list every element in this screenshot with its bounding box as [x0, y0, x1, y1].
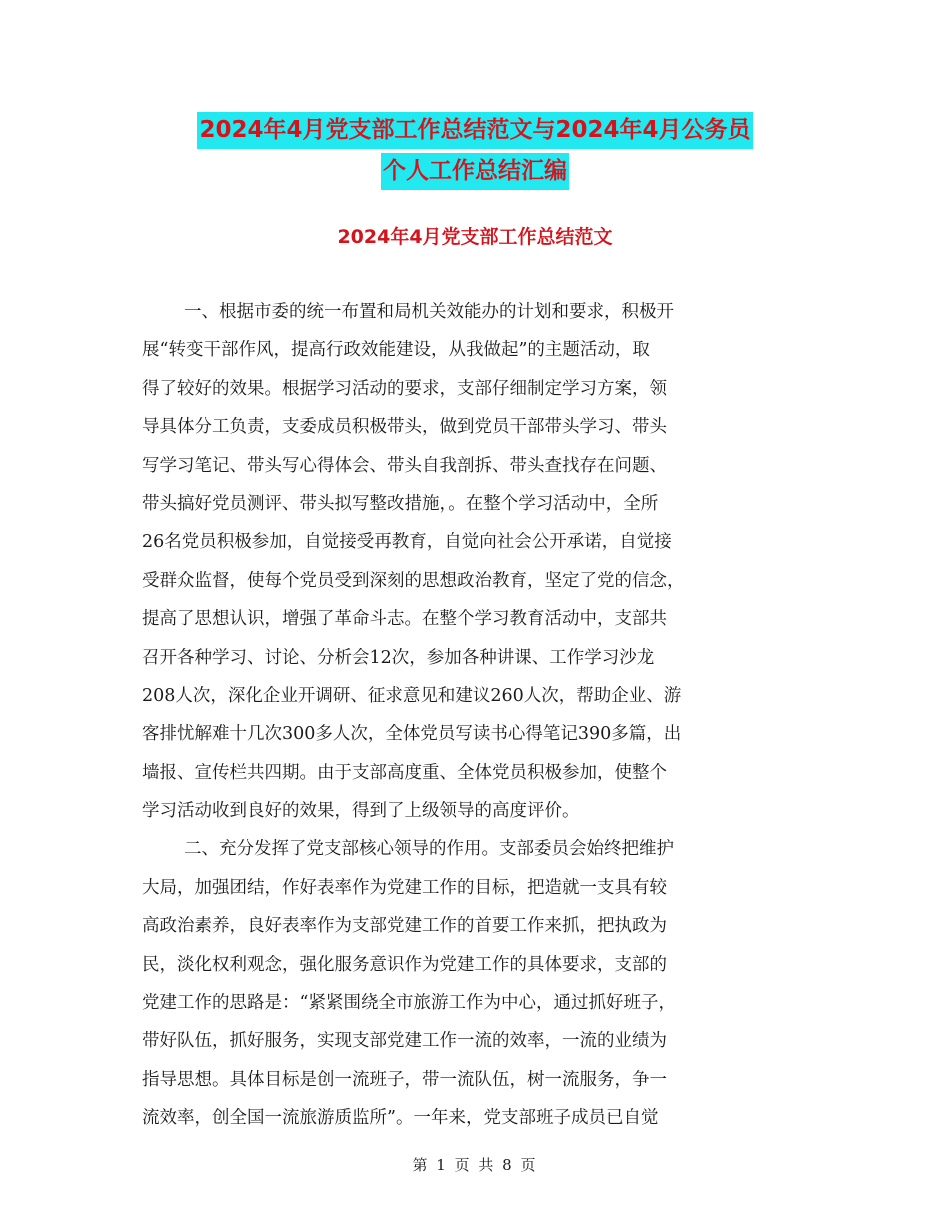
text-line: 民，淡化权利观念，强化服务意识作为党建工作的具体要求，支部的: [142, 954, 667, 975]
body-text: [142, 293, 810, 1138]
title-line-2: 个人工作总结汇编: [381, 153, 569, 190]
text-line: 召开各种学习、讨论、分析会12次，参加各种讲课、工作学习沙龙: [142, 647, 655, 668]
text-line: 二、充分发挥了党支部核心领导的作用。支部委员会始终把维护: [184, 839, 674, 860]
page-footer: 第 1 页 共 8 页: [412, 1156, 538, 1174]
text-line: 得了较好的效果。根据学习活动的要求，支部仔细制定学习方案，领: [142, 378, 667, 399]
text-line: 写学习笔记、带头写心得体会、带头自我剖拆、带头查找存在问题、: [142, 455, 667, 476]
text-line: 流效率，创全国一流旅游质监所”。一年来，党支部班子成员已自觉: [142, 1108, 659, 1129]
text-line: 指导思想。具体目标是创一流班子，带一流队伍，树一流服务，争一: [142, 1069, 667, 1090]
text-line: 墙报、宣传栏共四期。由于支部高度重、全体党员积极参加，使整个: [142, 762, 667, 783]
text-line: 展“转变干部作风，提高行政效能建设，从我做起”的主题活动，取: [142, 340, 650, 361]
text-line: 高政治素养，良好表率作为支部党建工作的首要工作来抓，把执政为: [142, 916, 667, 937]
text-line: 带头搞好党员测评、带头拟写整改措施，。在整个学习活动中，全所: [142, 493, 659, 514]
text-line: 党建工作的思路是：“紧紧围绕全市旅游工作为中心，通过抓好班子，: [142, 993, 676, 1014]
title-line-1: 2024年4月党支部工作总结范文与2024年4月公务员: [197, 112, 752, 149]
text-line: 学习活动收到良好的效果，得到了上级领导的高度评价。: [142, 801, 580, 822]
text-line: 208人次，深化企业开调研、征求意见和建议260人次，帮助企业、游: [142, 685, 682, 706]
text-line: 大局，加强团结，作好表率作为党建工作的目标，把造就一支具有较: [142, 877, 667, 898]
document-title: [0, 112, 950, 190]
text-line: 导具体分工负责，支委成员积极带头，做到党员干部带头学习、带头: [142, 417, 667, 438]
text-line: 26名党员积极参加，自觉接受再教育，自觉向社会公开承诺，自觉接: [142, 532, 672, 553]
section-heading: 2024年4月党支部工作总结范文: [337, 226, 613, 248]
text-line: 带好队伍，抓好服务，实现支部党建工作一流的效率，一流的业绩为: [142, 1031, 667, 1052]
text-line: 受群众监督，使每个党员受到深刻的思想政治教育，坚定了党的信念，: [142, 570, 685, 591]
text-line: 客排忧解难十几次300多人次，全体党员写读书心得笔记390多篇，出: [142, 724, 682, 745]
text-line: 一、根据市委的统一布置和局机关效能办的计划和要求，积极开: [184, 302, 674, 322]
text-line: 提高了思想认识，增强了革命斗志。在整个学习教育活动中，支部共: [142, 609, 667, 630]
